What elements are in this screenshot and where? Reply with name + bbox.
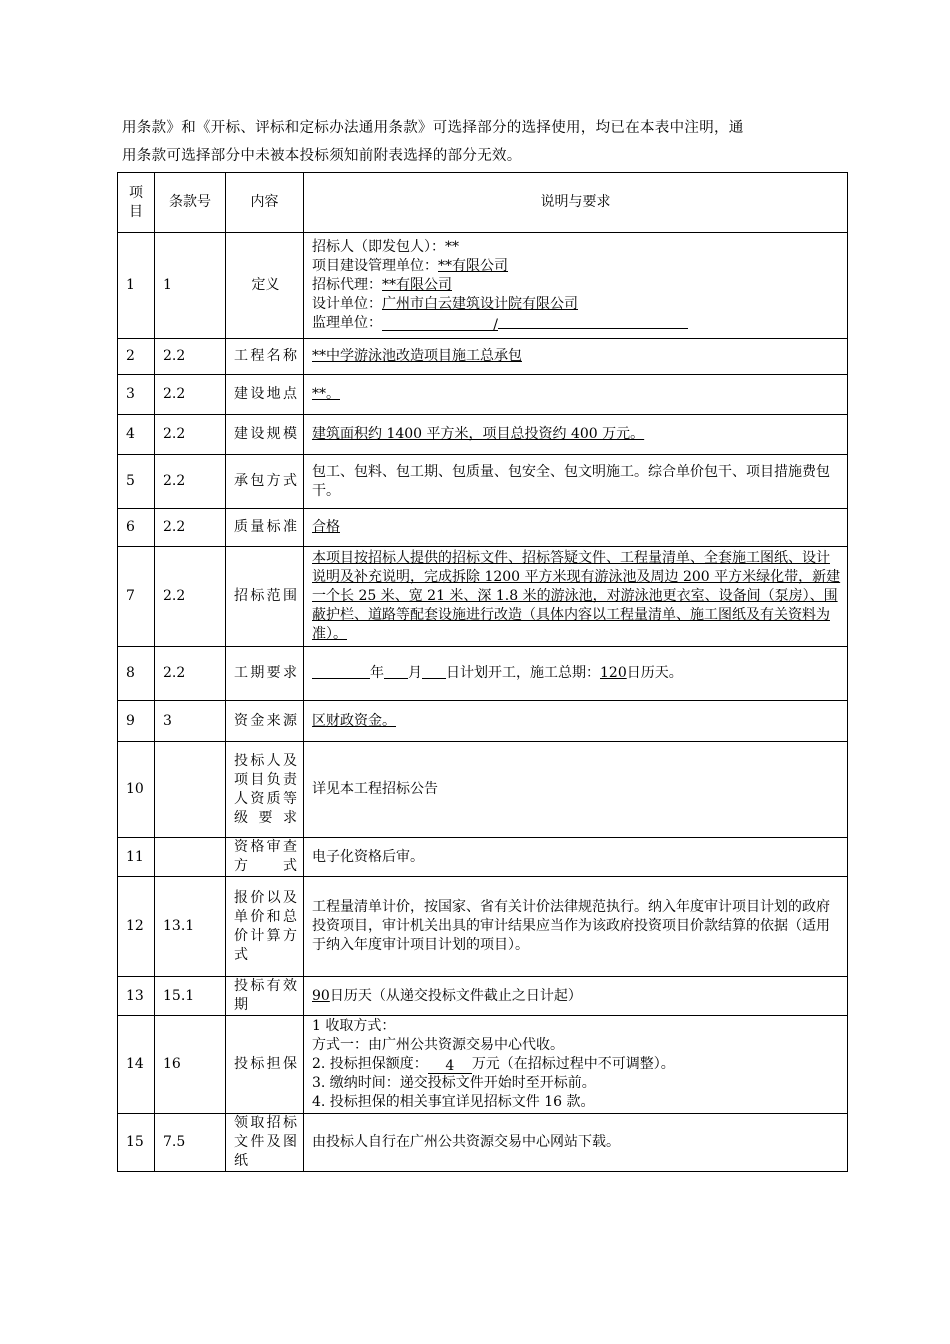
table-row xyxy=(118,415,848,455)
row-content: 招标范围 xyxy=(226,547,304,647)
row-content: 资金来源 xyxy=(226,701,304,742)
row-index: 10 xyxy=(118,742,155,838)
row-index: 1 xyxy=(118,233,155,339)
table-header-row xyxy=(118,173,848,233)
supervision-unit-line: 监理单位： / xyxy=(312,314,841,333)
row-index: 12 xyxy=(118,877,155,977)
table-row xyxy=(118,647,848,701)
header-clause: 条款号 xyxy=(155,173,226,233)
intro-line-1: 用条款》和《开标、评标和定标办法通用条款》可选择部分的选择使用，均已在本表中注明，通 xyxy=(122,120,744,136)
row-index: 4 xyxy=(118,415,155,455)
row-clause xyxy=(155,742,226,838)
guarantee-amount-line: 2. 投标担保额度： 4 万元（在招标过程中不可调整）。 xyxy=(312,1056,675,1074)
row-content: 投标担保 xyxy=(226,1016,304,1114)
row-index: 5 xyxy=(118,455,155,509)
table-row xyxy=(118,455,848,509)
row-requirement: 90日历天（从递交投标文件截止之日计起） xyxy=(304,977,848,1016)
row-clause: 2.2 xyxy=(155,547,226,647)
row-clause: 16 xyxy=(155,1016,226,1114)
row-index: 3 xyxy=(118,375,155,415)
table-row xyxy=(118,742,848,838)
row-requirement: 电子化资格后审。 xyxy=(304,838,848,877)
tenderer-line: 招标人（即发包人）：** xyxy=(312,239,459,255)
table-row xyxy=(118,838,848,877)
table-row xyxy=(118,1016,848,1114)
row-content: 定义 xyxy=(226,233,304,339)
row-index: 8 xyxy=(118,647,155,701)
row-requirement: 区财政资金。 xyxy=(304,701,848,742)
table-row xyxy=(118,509,848,547)
row-requirement xyxy=(304,233,848,339)
row-content: 质量标准 xyxy=(226,509,304,547)
row-requirement: 建筑面积约 1400 平方米，项目总投资约 400 万元。 xyxy=(304,415,848,455)
row-clause: 2.2 xyxy=(155,339,226,375)
design-unit-line: 设计单位：广州市白云建筑设计院有限公司 xyxy=(312,296,578,312)
row-requirement: **。 xyxy=(304,375,848,415)
row-content: 建设地点 xyxy=(226,375,304,415)
row-clause: 2.2 xyxy=(155,415,226,455)
table-row xyxy=(118,339,848,375)
method-one-line: 方式一：由广州公共资源交易中心代收。 xyxy=(312,1037,564,1053)
row-clause: 13.1 xyxy=(155,877,226,977)
row-content: 投标人及项目负责人资质等级要求 xyxy=(226,742,304,838)
table-row xyxy=(118,701,848,742)
bidding-instructions-table xyxy=(117,172,848,1172)
construction-manager-line: 项目建设管理单位：**有限公司 xyxy=(312,258,508,274)
row-content: 建设规模 xyxy=(226,415,304,455)
header-content: 内容 xyxy=(226,173,304,233)
row-requirement: 本项目按招标人提供的招标文件、招标答疑文件、工程量清单、全套施工图纸、设计说明及补充说明，完成拆除 1200 平方米现有游泳池及周边 200 平方米绿化带，新建一个长 25 米、宽 21 米、深 1.8 米的游泳池，对游泳池更衣室、设备间（泵房）、围蔽护栏、道路等配套设施进行改造（具体内容以工程量清单、施工图纸及有关资料为准）。 xyxy=(304,547,848,647)
row-content: 报价以及单价和总价计算方式 xyxy=(226,877,304,977)
row-clause: 2.2 xyxy=(155,647,226,701)
row-requirement: 详见本工程招标公告 xyxy=(304,742,848,838)
collection-method-line: 1 收取方式： xyxy=(312,1018,396,1034)
table-row xyxy=(118,233,848,339)
payment-time-line: 3. 缴纳时间：递交投标文件开始时至开标前。 xyxy=(312,1075,596,1091)
row-content: 资格审查方式 xyxy=(226,838,304,877)
header-requirement: 说明与要求 xyxy=(304,173,848,233)
header-index: 项目 xyxy=(118,173,155,233)
row-index: 15 xyxy=(118,1114,155,1172)
row-content: 承包方式 xyxy=(226,455,304,509)
table-row xyxy=(118,977,848,1016)
row-index: 2 xyxy=(118,339,155,375)
row-index: 13 xyxy=(118,977,155,1016)
row-clause xyxy=(155,838,226,877)
row-requirement: 工程量清单计价，按国家、省有关计价法律规范执行。纳入年度审计项目计划的政府投资项目，审计机关出具的审计结果应当作为该政府投资项目价款结算的依据（适用于纳入年度审计项目计划的项目）。 xyxy=(304,877,848,977)
row-clause: 3 xyxy=(155,701,226,742)
row-clause: 2.2 xyxy=(155,455,226,509)
row-index: 7 xyxy=(118,547,155,647)
row-index: 11 xyxy=(118,838,155,877)
table-row xyxy=(118,547,848,647)
row-clause: 15.1 xyxy=(155,977,226,1016)
row-content: 工程名称 xyxy=(226,339,304,375)
table-row xyxy=(118,375,848,415)
guarantee-details-line: 4. 投标担保的相关事宜详见招标文件 16 款。 xyxy=(312,1094,595,1110)
intro-line-2: 用条款可选择部分中未被本投标须知前附表选择的部分无效。 xyxy=(122,148,522,164)
row-requirement: **中学游泳池改造项目施工总承包 xyxy=(304,339,848,375)
row-content: 领取招标文件及图纸 xyxy=(226,1114,304,1172)
row-clause: 2.2 xyxy=(155,375,226,415)
row-requirement: 合格 xyxy=(304,509,848,547)
tender-agent-line: 招标代理：**有限公司 xyxy=(312,277,452,293)
intro-paragraph xyxy=(122,114,834,170)
table-row xyxy=(118,877,848,977)
row-requirement: 年 月 日计划开工，施工总期：120日历天。 xyxy=(304,647,848,701)
row-requirement: 包工、包料、包工期、包质量、包安全、包文明施工。综合单价包干、项目措施费包干。 xyxy=(304,455,848,509)
table-row xyxy=(118,1114,848,1172)
row-clause: 1 xyxy=(155,233,226,339)
row-clause: 7.5 xyxy=(155,1114,226,1172)
row-index: 14 xyxy=(118,1016,155,1114)
row-content: 投标有效期 xyxy=(226,977,304,1016)
row-index: 6 xyxy=(118,509,155,547)
row-requirement xyxy=(304,1016,848,1114)
row-content: 工期要求 xyxy=(226,647,304,701)
row-requirement: 由投标人自行在广州公共资源交易中心网站下载。 xyxy=(304,1114,848,1172)
row-clause: 2.2 xyxy=(155,509,226,547)
row-index: 9 xyxy=(118,701,155,742)
